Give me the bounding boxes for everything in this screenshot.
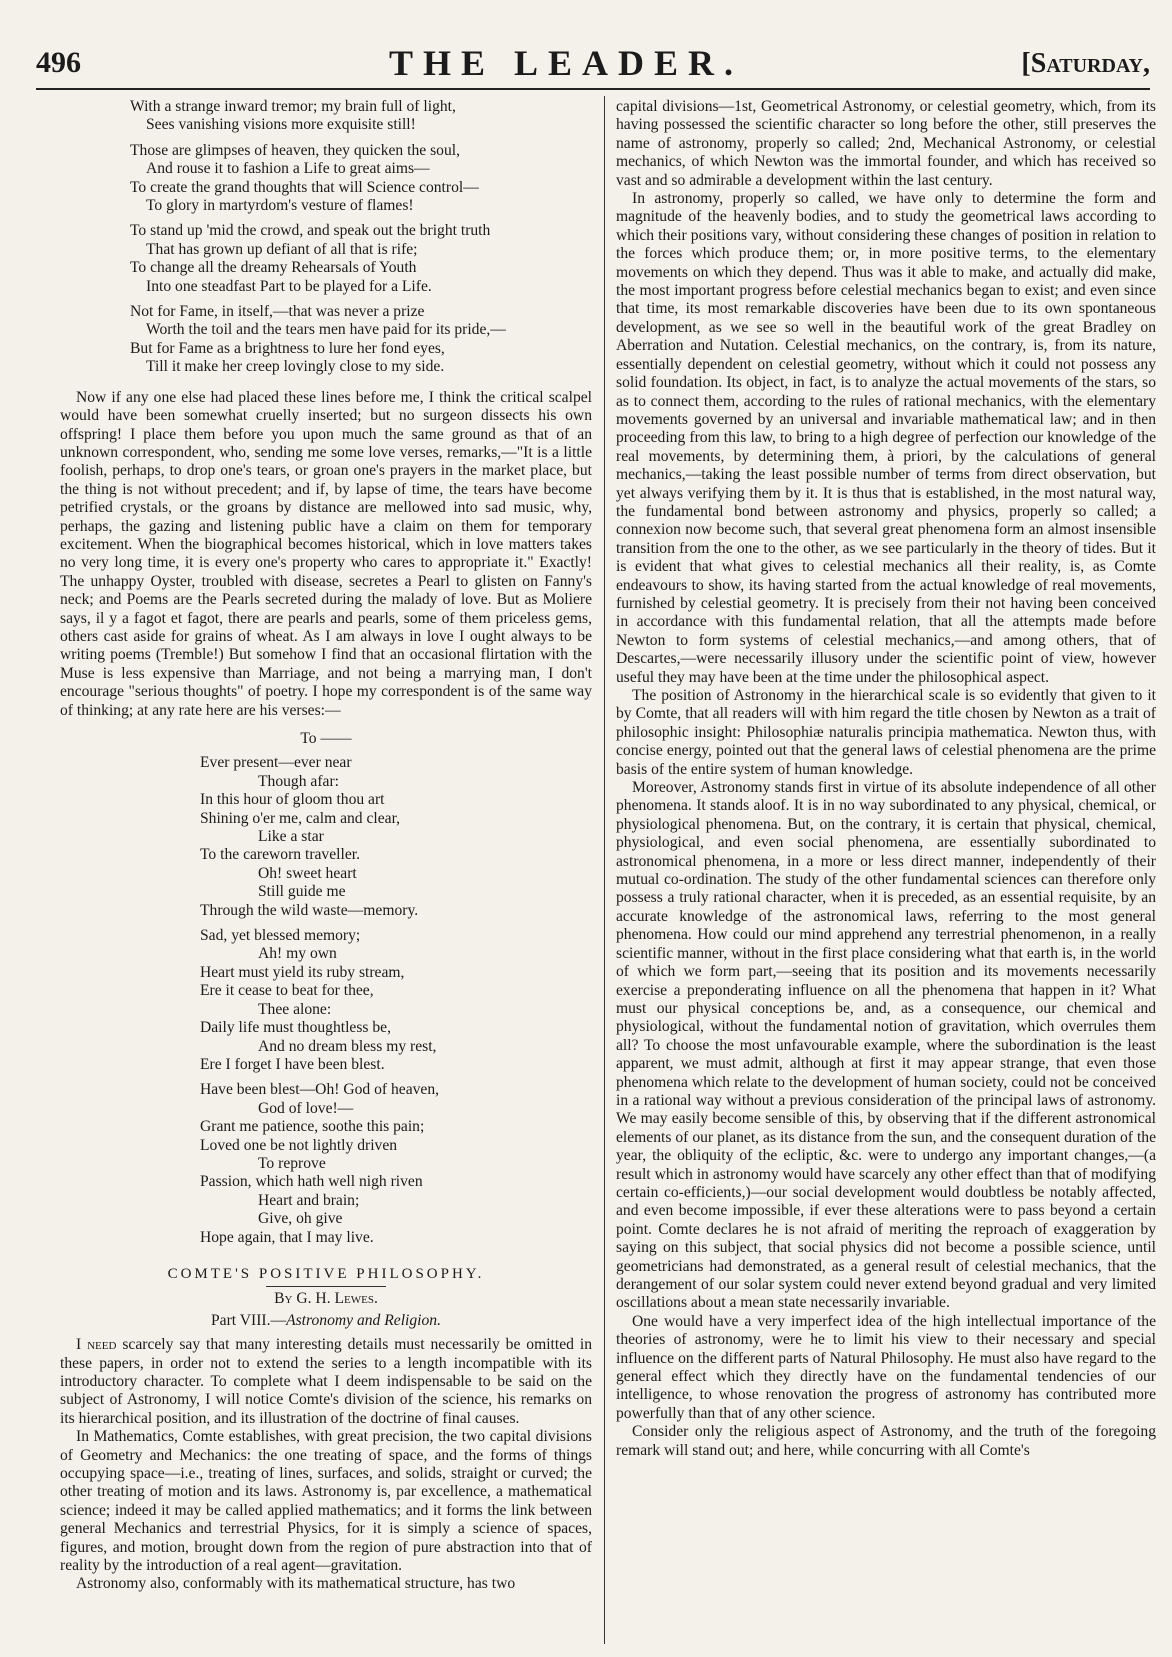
poem-line: Daily life must thoughtless be, — [200, 1019, 392, 1037]
poem-line: Till it make her creep lovingly close to my side. — [146, 358, 445, 376]
article-part-title: Astronomy and Religion. — [286, 1311, 441, 1329]
poem-stanza — [130, 142, 592, 216]
poem-two — [60, 754, 592, 1247]
poem-line: Hope again, that I may live. — [200, 1228, 374, 1246]
article-paragraph-1 — [60, 1336, 592, 1428]
poem-line: Like a star — [258, 828, 324, 846]
poem-line: Have been blest—Oh! God of heaven, — [200, 1081, 440, 1099]
header-date: [Saturday, — [1021, 48, 1150, 79]
right-column — [616, 98, 1156, 1643]
poem-stanza — [130, 222, 592, 296]
poem-line: Though afar: — [258, 772, 339, 790]
poem-stanza — [130, 98, 592, 135]
article-paragraph-2: In Mathematics, Comte establishes, with great precision, the two capital divisions of Geometry and Mechanics: the one treating of space, and the forms of things occupying space—i.e., treating of lines, surfaces, and solids, straight or curved; the other treating of motion and its laws. Astronomy is, par excellence, a mathematical science; indeed it may be called applied mathematics; and it forms the link between general Mechanics and terrestrial Physics, for it is simply a science of spaces, figures, and motion, brought down from the region of pure abstraction into that of reality by the introduction of a real agent—gravitation. — [60, 1428, 592, 1575]
article-part-label: Part VIII.— — [211, 1311, 287, 1329]
poem-line: To create the grand thoughts that will Science control— — [130, 178, 479, 196]
article-paragraph: Consider only the religious aspect of Astronomy, and the truth of the foregoing remark will stand out; and here, while concurring with all Comte's — [616, 1423, 1156, 1459]
column-divider — [604, 96, 605, 1644]
poem-line: Passion, which hath well nigh riven — [200, 1173, 423, 1191]
poem-stanza — [200, 754, 592, 920]
poem-one — [60, 98, 592, 377]
article-title: COMTE'S POSITIVE PHILOSOPHY. — [167, 1265, 485, 1282]
poem-line: Not for Fame, in itself,—that was never a prize — [130, 303, 425, 321]
poem-line: Ah! my own — [258, 945, 337, 963]
poem-line: Through the wild waste—memory. — [200, 901, 419, 919]
article-paragraph: In astronomy, properly so called, we have only to determine the form and magnitude of the heavenly bodies, and to study the geometrical laws according to which their positions vary, without considering these changes of position in relation to the forces which produce them; or, in more positive terms, to the elementary movements on which they depend. Thus was it able to make, and actually did make, the most important progress before celestial mechanics began to exist; and even since that time, its most remarkable discoveries have been due to its own spontaneous development, as we see so well in the beautiful work of the great Bradley on Aberration and Nutation. Celestial mechanics, on the contrary, is, from its nature, essentially dependent on celestial geometry, without which it could not possess any solid foundation. Its object, in fact, is to analyze the actual movements of the stars, so as to connect them, according to the rules of rational mechanics, with the elementary movements governed by an universal and invariable mathematical law; and in then proceeding from this law, to bring to a high degree of perfection our knowledge of the real movements, by determining them, à priori, by the calculations of general mechanics,—taking the least possible number of terms from direct observation, but yet always verifying them by it. It is thus that is established, in the most natural way, the fundamental bond between astronomy and physics, properly so called; a connexion now become such, that several great phenomena form an almost insensible transition from the one to the other, as we see particularly in the theory of tides. But it is evident that what gives to celestial mechanics all their reality, is, as Comte endeavours to show, its having started from the actual knowledge of real movements, furnished by celestial geometry. It is precisely from their not having been conceived in accordance with this fundamental relation, that all the attempts made before Newton to form systems of celestial mechanics,—and among others, that of Descartes,—were necessarily illusory under the scientific point of view, however useful they may have been at the time under the philosophical aspect. — [616, 190, 1156, 686]
poem-line: And no dream bless my rest, — [258, 1037, 437, 1055]
poem-line: To glory in martyrdom's vesture of flames! — [146, 197, 414, 215]
page-number: 496 — [36, 46, 81, 79]
poem-line: With a strange inward tremor; my brain full of light, — [130, 98, 456, 115]
article-paragraph-1-text: scarcely say that many interesting details must necessarily be omitted in these papers, in order not to extend the series to a length incompatible with its introductory character. To complete what I deem indispensable to be said on the subject of Astronomy, I will notice Comte's division of the science, his remarks on its hierarchical position, and its illustration of the doctrine of final causes. — [60, 1336, 592, 1427]
poem-line: Heart must yield its ruby stream, — [200, 963, 405, 981]
poem-line: Sees vanishing visions more exquisite still! — [146, 116, 416, 134]
article-paragraph: Moreover, Astronomy stands first in virtue of its absolute independence of all other phenomena. It stands aloof. It is in no way subordinated to any physical, chemical, or physiological phenomena. But, on the contrary, it is certain that physical, chemical, physiological, and even social phenomena, are essentially subordinated to astronomical phenomena, in a more or less direct manner, independently of their mutual co-ordination. The study of the other fundamental sciences can therefore only possess a truly rational character, when it is preceded, as an essential requisite, by an accurate knowledge of the astronomical laws, referring to the most general phenomena. How could our mind apprehend any terrestrial phenomenon, in a really scientific manner, without in the first place considering what that earth is, in the world of which we form part,—seeing that its position and its movements necessarily exercise a preponderating influence on all the phenomena that happen in it? What must our physical conceptions be, and, as a consequence, our chemical and physiological, without the fundamental notion of gravitation, which overrules them all? To choose the most unfavourable example, where the subordination is the least apparent, we must admit, although at first it may appear strange, that even those phenomena which relate to the development of human society, could not be conceived in a rational way without a previous consideration of the principal laws of astronomy. We may easily become sensible of this, by observing that if the different astronomical elements of our planet, as its distance from the sun, and the consequent duration of the year, the obliquity of the ecliptic, &c. were to undergo any important changes,—(a result which in astronomy would have scarcely any other effect than that of modifying certain co-efficients,)—our social development would doubtless be notably affected, and even become impossible, if ever these alterations were to pass beyond a certain point. Comte declares he is not afraid of meriting the reproach of exaggeration by saying on this subject, that social physics did not become a possible science, until geometricians had demonstrated, as a general result of celestial mechanics, that the derangement of our solar system could never extend beyond gradual and very limited oscillations about a mean state necessarily invariable. — [616, 779, 1156, 1312]
poem-line: Shining o'er me, calm and clear, — [200, 809, 401, 827]
poem-line: To reprove — [258, 1154, 326, 1172]
article-part — [60, 1312, 592, 1330]
poem-line: Ere I forget I have been blest. — [200, 1055, 385, 1073]
article-paragraph: The position of Astronomy in the hierarchical scale is so evidently that given to it by Comte, that all readers will with him regard the title chosen by Newton as a trait of philosophic insight: Philosophiæ naturalis principia mathematica. Newton thus, with concise energy, pointed out that the general laws of celestial phenomena are the prime basis of the entire system of human knowledge. — [616, 687, 1156, 778]
page-header — [36, 30, 1150, 90]
article-byline: By G. H. Lewes. — [274, 1290, 378, 1308]
poem-line: Worth the toil and the tears men have paid for its pride,— — [146, 321, 506, 339]
masthead-title: THE LEADER. — [388, 43, 744, 83]
poem-stanza — [200, 927, 592, 1074]
poem-line: To change all the dreamy Rehearsals of Youth — [130, 259, 417, 277]
first-word: I need — [76, 1336, 117, 1354]
poem-line: God of love!— — [258, 1099, 354, 1117]
poem-line: Ever present—ever near — [200, 754, 352, 772]
poem-line: Sad, yet blessed memory; — [200, 927, 361, 945]
poem-line: Those are glimpses of heaven, they quicken the soul, — [130, 141, 460, 159]
article-paragraph: capital divisions—1st, Geometrical Astronomy, or celestial geometry, which, from its having possessed the scientific character so long before the other, still preserves the name of astronomy, properly so called; 2nd, Mechanical Astronomy, or celestial mechanics, of which Newton was the immortal founder, and which has received so vast and so admirable a development within the last century. — [616, 98, 1156, 189]
poem-line: Loved one be not lightly driven — [200, 1136, 398, 1154]
poem-line: Give, oh give — [258, 1210, 343, 1228]
poem-line: Thee alone: — [258, 1000, 332, 1018]
poem-line: But for Fame as a brightness to lure her fond eyes, — [130, 339, 445, 357]
poem-line: To stand up 'mid the crowd, and speak out the bright truth — [130, 222, 491, 240]
poem-line: And rouse it to fashion a Life to great aims— — [146, 160, 430, 178]
poem-line: In this hour of gloom thou art — [200, 791, 385, 809]
poem-stanza — [200, 1081, 592, 1247]
poem-stanza — [130, 303, 592, 377]
article-paragraph: One would have a very imperfect idea of the high intellectual importance of the theories of astronomy, were he to limit his view to their necessary and special influence on the different parts of Natural Philosophy. He must also have regard to the general effect which they directly have on the fundamental tendencies of our intelligence, to whose renovation the progress of astronomy has contributed more powerfully than that of any other science. — [616, 1312, 1156, 1422]
poem-line: That has grown up defiant of all that is rife; — [146, 240, 418, 258]
left-column — [60, 98, 592, 1643]
poem-two-title: To —— — [300, 730, 352, 747]
poem-line: To the careworn traveller. — [200, 846, 360, 864]
poem-line: Still guide me — [258, 883, 346, 901]
poem-line: Grant me patience, soothe this pain; — [200, 1118, 425, 1136]
title-rule — [266, 1286, 386, 1287]
poem-line: Heart and brain; — [258, 1191, 360, 1209]
article-paragraph-3: Astronomy also, conformably with its mathematical structure, has two — [76, 1575, 516, 1593]
poem-line: Oh! sweet heart — [258, 864, 357, 882]
intro-paragraph: Now if any one else had placed these lines before me, I think the critical scalpel would have been somewhat cruelly inserted; but no surgeon dissects his own offspring! I place them before you upon much the same ground as that of an unknown correspondent, who, sending me some love verses, remarks,—"It is a little foolish, perhaps, to drop one's tears, or groan one's prayers in the market place, but the thing is not without precedent; and if, by lapse of time, the tears have become petrified crystals, or the groans by distance are mellowed into sad music, why, perhaps, the gazing and listening public have a claim on them for temporary excitement. When the biographical becomes historical, which in love matters takes no very long time, it is every one's property who cares to appropriate it." Exactly! The unhappy Oyster, troubled with disease, secretes a Pearl to glisten on Fanny's neck; and Poems are the Pearls secreted during the malady of love. But as Moliere says, il y a fagot et fagot, there are pearls and pearls, some of them priceless gems, others cast aside for grains of wheat. As I am always in love I ought always to be writing poems (Tremble!) But somehow I find that an occasional flirtation with the Muse is less expensive than Marriage, and not being a marrying man, I don't encourage "serious thoughts" of poetry. I hope my correspondent is of the same way of thinking; at any rate here are his verses:— — [60, 388, 592, 719]
poem-line: Ere it cease to beat for thee, — [200, 982, 374, 1000]
poem-line: Into one steadfast Part to be played for a Life. — [146, 277, 432, 295]
